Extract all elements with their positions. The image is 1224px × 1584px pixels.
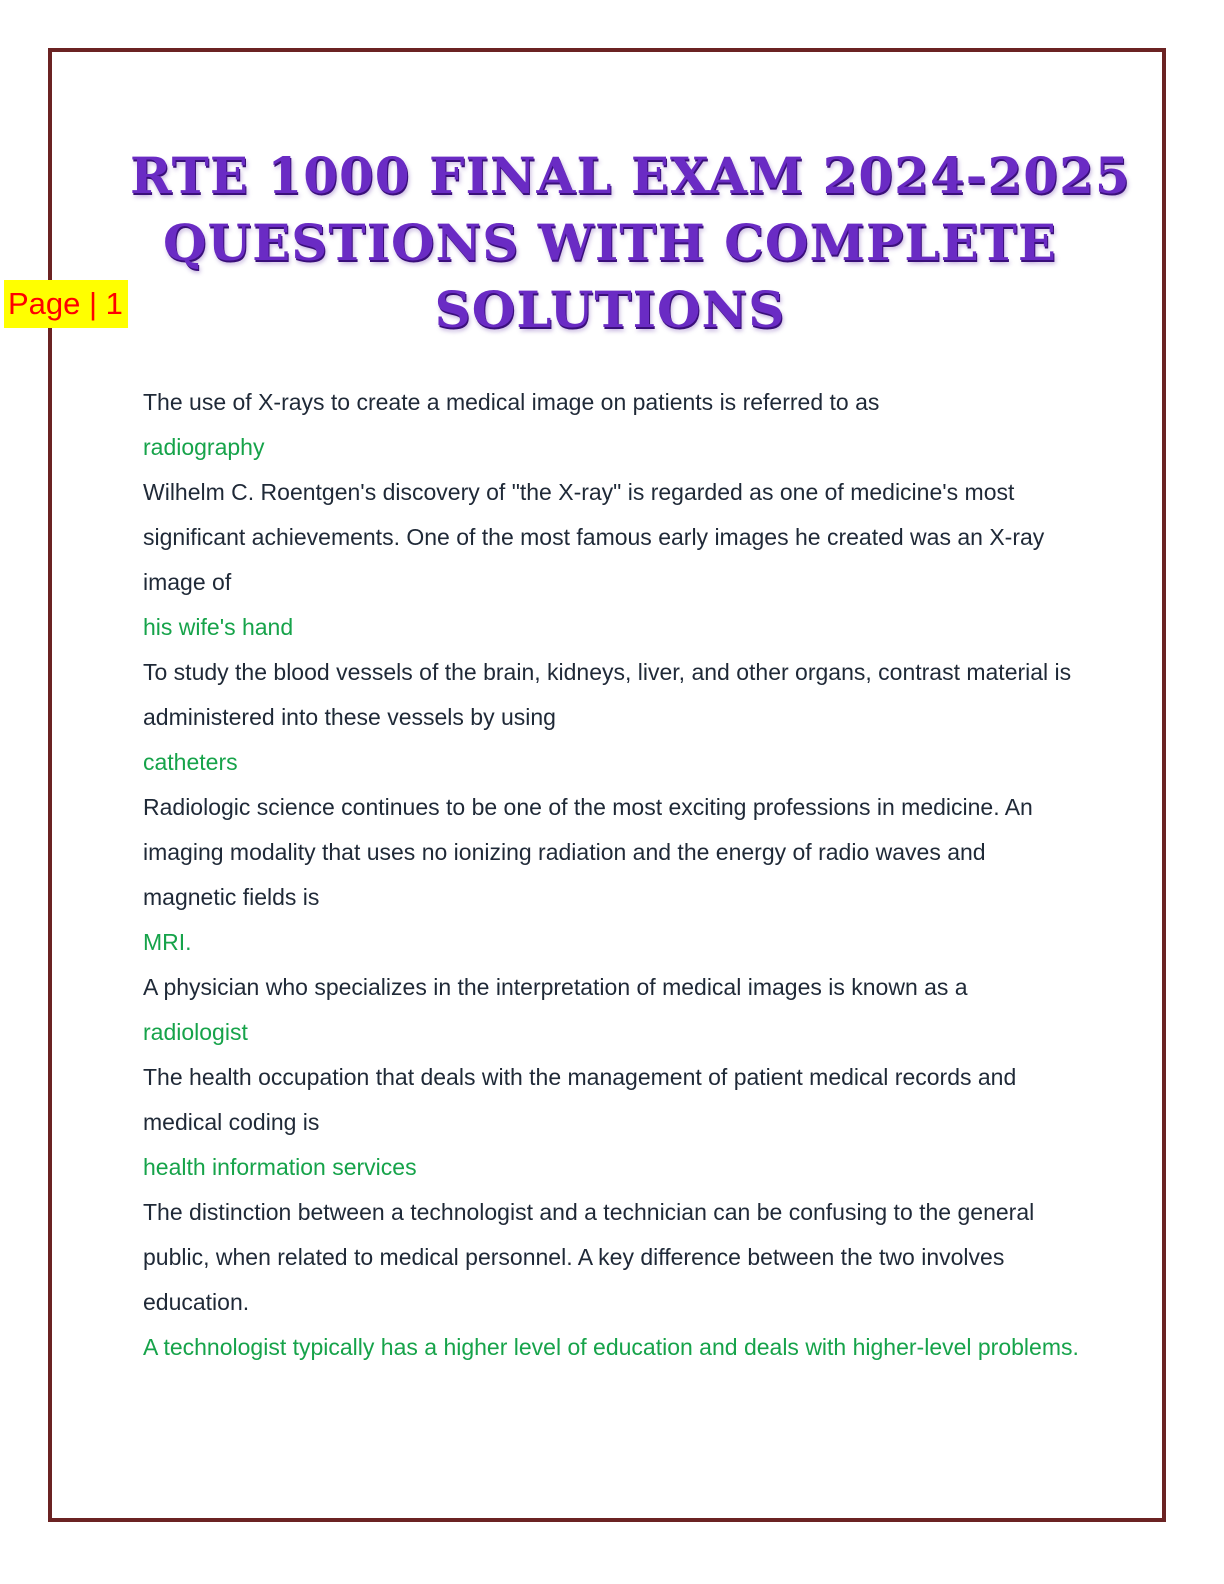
question-text: Wilhelm C. Roentgen's discovery of "the X-ray" is regarded as one of medicine's most significant achievements. One of the most famous early images he created was an X-ray image of	[143, 479, 1045, 595]
title-line: SOLUTIONS	[434, 280, 786, 339]
page-number-label: Page | 1	[4, 280, 128, 328]
answer-text: his wife's hand	[143, 614, 294, 640]
title-line: QUESTIONS WITH COMPLETE	[162, 213, 1058, 272]
answer-text: catheters	[143, 749, 238, 775]
answer-text: MRI.	[143, 929, 192, 955]
question-text: To study the blood vessels of the brain, kidneys, liver, and other organs, contrast material is administered into these vessels by using	[143, 659, 1072, 730]
question-text: Radiologic science continues to be one of the most exciting professions in medicine. An imaging modality that uses no ionizing radiation and the energy of radio waves and magnetic fields is	[143, 794, 1033, 910]
document-title	[130, 142, 1131, 343]
question-text: The distinction between a technologist and a technician can be confusing to the general public, when related to medical personnel. A key difference between the two involves education.	[143, 1199, 1035, 1315]
answer-text: radiologist	[143, 1019, 248, 1045]
question-text: A physician who specializes in the interpretation of medical images is known as a	[143, 974, 968, 1000]
question-text: The health occupation that deals with the management of patient medical records and medical coding is	[143, 1064, 1017, 1135]
question-text: The use of X-rays to create a medical image on patients is referred to as	[143, 389, 880, 415]
answer-text: A technologist typically has a higher level of education and deals with higher-level problems.	[143, 1334, 1079, 1360]
answer-text: health information services	[143, 1154, 417, 1180]
qa-list	[143, 380, 1083, 1370]
answer-text: radiography	[143, 434, 265, 460]
title-line: RTE 1000 FINAL EXAM 2024-2025	[130, 146, 1131, 205]
